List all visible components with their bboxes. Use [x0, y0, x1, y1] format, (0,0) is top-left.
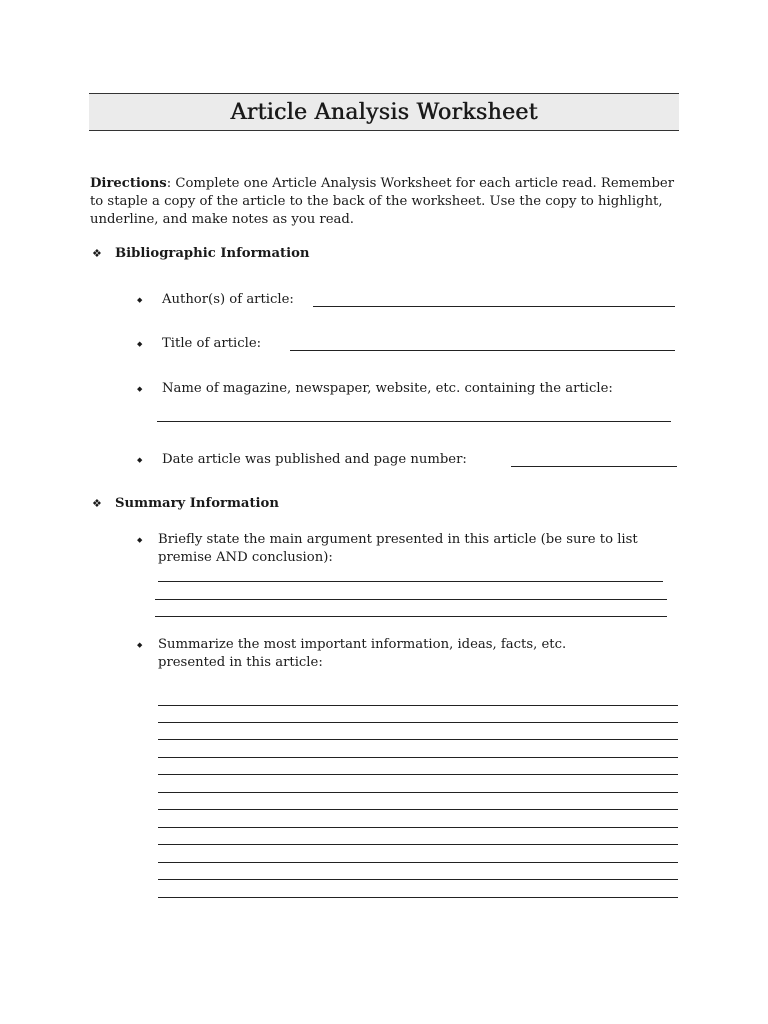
- summary-heading-text: Summary Information: [115, 496, 279, 511]
- info-answer-line[interactable]: [158, 757, 678, 758]
- date-answer-line[interactable]: [511, 466, 677, 467]
- date-label: Date article was published and page number:: [162, 452, 467, 467]
- info-answer-line[interactable]: [158, 774, 678, 775]
- summary-heading: [92, 496, 279, 511]
- argument-answer-line[interactable]: [158, 581, 663, 582]
- info-answer-line[interactable]: [158, 809, 678, 810]
- info-answer-line[interactable]: [158, 705, 678, 706]
- bullet-icon: ◆: [137, 641, 143, 649]
- diamond-bullet-icon: ❖: [92, 497, 102, 510]
- worksheet-title: Article Analysis Worksheet: [230, 99, 538, 125]
- info-answer-line[interactable]: [158, 879, 678, 880]
- info-answer-line[interactable]: [158, 827, 678, 828]
- directions-label: Directions: [90, 176, 167, 191]
- info-prompt: Summarize the most important information, ideas, facts, etc. presented in this article:: [158, 637, 567, 670]
- bullet-icon: ◆: [137, 296, 143, 304]
- bullet-icon: ◆: [137, 456, 143, 464]
- directions-text: : Complete one Article Analysis Worksheet for each article read. Remember to staple a copy of the article to the back of the worksheet. Use the copy to highlight, underline, and make notes as you read.: [90, 176, 675, 227]
- author-label: Author(s) of article:: [162, 292, 294, 307]
- bullet-icon: ◆: [137, 340, 143, 348]
- diamond-bullet-icon: ❖: [92, 247, 102, 260]
- bullet-icon: ◆: [137, 536, 143, 544]
- info-answer-line[interactable]: [158, 897, 678, 898]
- title-band: [89, 93, 679, 131]
- argument-answer-line[interactable]: [155, 616, 667, 617]
- argument-answer-line[interactable]: [155, 599, 667, 600]
- info-answer-line[interactable]: [158, 722, 678, 723]
- bullet-icon: ◆: [137, 385, 143, 393]
- info-answer-line[interactable]: [158, 862, 678, 863]
- directions-paragraph: [90, 175, 680, 229]
- source-label: Name of magazine, newspaper, website, etc. containing the article:: [162, 381, 613, 396]
- argument-prompt: Briefly state the main argument presented in this article (be sure to list premise AND conclusion):: [158, 532, 638, 565]
- author-answer-line[interactable]: [313, 306, 675, 307]
- info-answer-line[interactable]: [158, 792, 678, 793]
- info-answer-line[interactable]: [158, 739, 678, 740]
- bibliographic-heading-text: Bibliographic Information: [115, 246, 310, 261]
- bibliographic-heading: [92, 246, 310, 261]
- source-answer-line[interactable]: [157, 421, 671, 422]
- info-answer-line[interactable]: [158, 844, 678, 845]
- title-label: Title of article:: [162, 336, 262, 351]
- title-answer-line[interactable]: [290, 350, 675, 351]
